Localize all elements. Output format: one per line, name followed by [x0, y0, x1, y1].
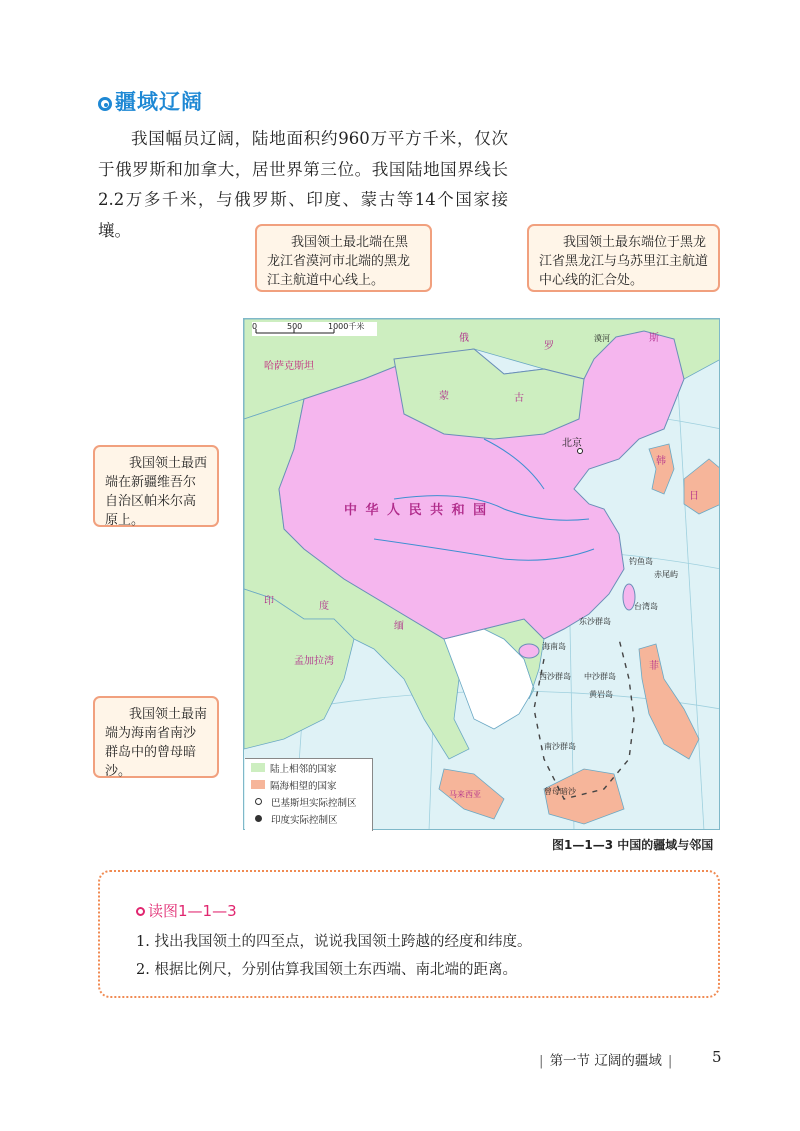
label-russia-3: 斯 — [649, 333, 659, 344]
hainan-island — [519, 644, 539, 658]
label-beijing: 北京 — [562, 438, 582, 449]
label-zhongsha: 中沙群岛 — [584, 672, 616, 681]
dot-icon — [255, 798, 262, 805]
read-map-title — [136, 900, 237, 921]
land-philippines — [639, 644, 699, 759]
scale-zero: 0 — [252, 322, 258, 331]
label-philippines: 菲 — [649, 661, 659, 672]
map-legend — [245, 758, 373, 831]
legend-item — [245, 793, 372, 810]
question-1: 1. 找出我国领土的四至点，说说我国领土跨越的经度和纬度。 — [136, 934, 532, 950]
label-chiwei: 赤尾屿 — [654, 570, 678, 579]
page-footer: | 第一节 辽阔的疆域 | — [539, 1053, 673, 1069]
label-xisha: 西沙群岛 — [539, 672, 571, 681]
scale-bar — [252, 321, 377, 336]
bullet-circle-icon — [136, 907, 145, 916]
label-diaoyu: 钓鱼岛 — [629, 557, 653, 566]
note-west-point: 我国领土最西端在新疆维吾尔自治区帕米尔高原上。 — [93, 445, 219, 527]
label-russia-1: 俄 — [459, 333, 469, 344]
label-china: 中 华 人 民 共 和 国 — [344, 503, 489, 518]
legend-swatch-sea — [251, 780, 265, 789]
legend-label: 隔海相望的国家 — [270, 780, 337, 792]
map-graphic — [244, 319, 720, 830]
label-malaysia: 马来西亚 — [449, 790, 481, 799]
label-kazakhstan: 哈萨克斯坦 — [264, 361, 314, 372]
china-territory-map — [243, 318, 720, 830]
legend-item — [245, 776, 372, 793]
question-2: 2. 根据比例尺，分别估算我国领土东西端、南北端的距离。 — [136, 962, 517, 978]
bullet-circle-icon — [98, 97, 112, 111]
label-myanmar: 缅 — [394, 621, 404, 632]
label-dongsha: 东沙群岛 — [579, 617, 611, 626]
legend-item — [245, 759, 372, 776]
label-russia-2: 罗 — [544, 341, 554, 352]
legend-swatch-land — [251, 763, 265, 772]
read-map-title-text: 读图1—1—3 — [148, 902, 237, 920]
label-mongolia-2: 古 — [514, 393, 524, 404]
legend-label: 陆上相邻的国家 — [270, 763, 337, 775]
scale-end: 1000千米 — [328, 322, 365, 331]
legend-label: 巴基斯坦实际控制区 — [271, 797, 357, 809]
read-map-box — [98, 870, 720, 998]
scale-mid: 500 — [287, 322, 303, 331]
label-hainan: 海南岛 — [542, 642, 566, 651]
label-japan: 日 — [689, 491, 699, 502]
label-mohe: 漠河 — [594, 334, 610, 343]
label-mongolia-1: 蒙 — [439, 391, 449, 402]
label-india-2: 度 — [319, 601, 329, 612]
label-korea: 韩 — [656, 456, 666, 467]
label-taiwan: 台湾岛 — [634, 602, 658, 611]
label-huangyan: 黄岩岛 — [589, 690, 613, 699]
land-korea — [649, 444, 674, 494]
page-number: 5 — [712, 1048, 722, 1066]
label-zengmu: 曾母暗沙 — [544, 787, 576, 796]
footer-chapter: 第一节 辽阔的疆域 — [549, 1053, 662, 1069]
note-south-point: 我国领土最南端为海南省南沙群岛中的曾母暗沙。 — [93, 696, 219, 778]
label-bengal: 孟加拉湾 — [294, 656, 334, 667]
note-east-point: 我国领土最东端位于黑龙江省黑龙江与乌苏里江主航道中心线的汇合处。 — [527, 224, 720, 292]
section-title-text: 疆域辽阔 — [115, 90, 203, 114]
section-title — [98, 86, 203, 116]
label-nansha: 南沙群岛 — [544, 742, 576, 751]
figure-caption: 图1—1—3 中国的疆域与邻国 — [552, 838, 714, 852]
legend-label: 印度实际控制区 — [271, 814, 338, 826]
legend-item — [245, 810, 372, 827]
dot-icon — [255, 815, 262, 822]
note-north-point: 我国领土最北端在黑龙江省漠河市北端的黑龙江主航道中心线上。 — [255, 224, 432, 292]
body-paragraph: 我国幅员辽阔，陆地面积约960万平方千米，仅次于俄罗斯和加拿大，居世界第三位。我国陆地国界线长2.2万多千米，与俄罗斯、印度、蒙古等14个国家接壤。 — [98, 129, 508, 240]
label-india-1: 印 — [264, 596, 274, 607]
land-japan — [684, 459, 720, 514]
